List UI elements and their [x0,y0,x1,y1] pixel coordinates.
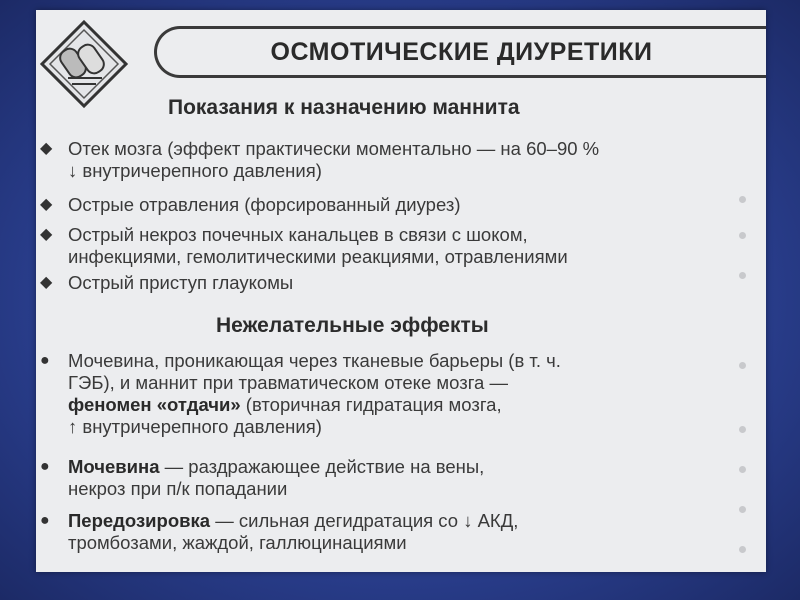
indication-line: Острый приступ глаукомы [68,272,294,293]
side-effect-item-2 [40,456,485,500]
bleed-through-mark [739,466,746,473]
document-page [36,10,766,572]
bleed-through-mark [739,546,746,553]
round-bullet-icon: ● [40,352,50,369]
indication-line: Острые отравления (форсированный диурез) [68,194,461,215]
rebound-phenomenon-term: феномен «отдачи» [68,394,241,415]
round-bullet-icon: ● [40,458,50,475]
urea-term: Мочевина [68,456,160,477]
pills-emblem-icon [38,18,130,110]
bleed-through-mark [739,426,746,433]
side-effect-item-1 [40,350,561,438]
side-effect-text: — сильная дегидратация со ↓ АКД, [210,510,519,531]
indication-item-3 [40,224,568,268]
side-effect-text: (вторичная гидратация мозга, [240,394,502,415]
side-effect-line: некроз при п/к попадании [68,478,288,499]
indication-item-4 [40,272,294,294]
side-effect-line: ↑ внутричерепного давления) [68,416,322,437]
side-effect-text: — раздражающее действие на вены, [159,456,485,477]
title-banner [154,26,766,78]
diamond-bullet-icon: ◆ [40,140,53,157]
side-effect-line [68,510,518,532]
bleed-through-mark [739,506,746,513]
indication-line: Отек мозга (эффект практически моментально — на 60–90 % [68,138,600,159]
diamond-bullet-icon: ◆ [40,226,53,243]
diamond-bullet-icon: ◆ [40,274,53,291]
indications-heading: Показания к назначению маннита [168,96,520,119]
side-effect-line: Мочевина, проникающая через тканевые барьеры (в т. ч. [68,350,561,371]
side-effect-line: тромбозами, жаждой, галлюцинациями [68,532,407,553]
side-effect-line [68,394,561,416]
page-title: ОСМОТИЧЕСКИЕ ДИУРЕТИКИ [270,37,653,66]
indication-item-2 [40,194,461,216]
side-effect-line: ГЭБ), и маннит при травматическом отеке мозга — [68,372,508,393]
bleed-through-mark [739,232,746,239]
bleed-through-mark [739,362,746,369]
side-effect-line [68,456,484,478]
indication-item-1 [40,138,600,182]
overdose-term: Передозировка [68,510,211,531]
indication-line: ↓ внутричерепного давления) [68,160,322,181]
side-effects-heading: Нежелательные эффекты [216,314,489,337]
round-bullet-icon: ● [40,512,50,529]
indication-line: инфекциями, гемолитическими реакциями, отравлениями [68,246,568,267]
diamond-bullet-icon: ◆ [40,196,53,213]
side-effect-item-3 [40,510,519,554]
bleed-through-mark [739,196,746,203]
indication-line: Острый некроз почечных канальцев в связи с шоком, [68,224,528,245]
bleed-through-mark [739,272,746,279]
